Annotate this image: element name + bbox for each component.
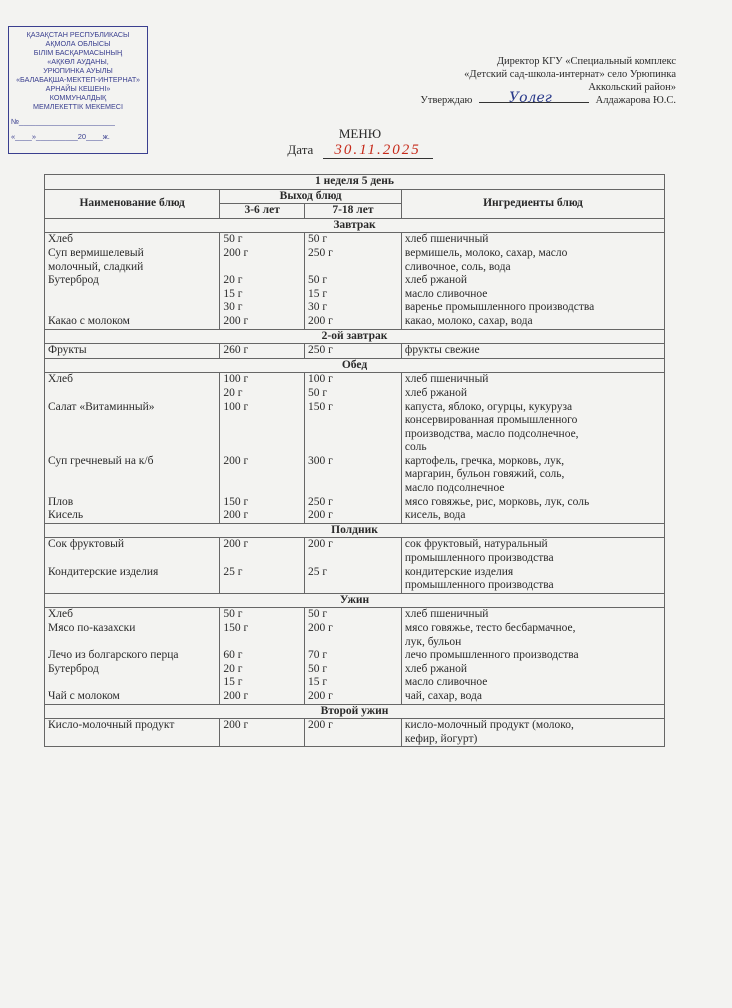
section-title: Ужин (45, 593, 665, 608)
cell-line: кисло-молочный продукт (молоко, (404, 719, 574, 732)
cell-line: 150 г (223, 622, 249, 634)
portion-3-6-cell (220, 233, 305, 247)
portion-7-18-cell (304, 649, 401, 663)
date-value: 30.11.2025 (323, 142, 433, 159)
stamp-line: МЕМЛЕКЕТТІК МЕКЕМЕСІ (33, 102, 123, 111)
cell-line: Плов (48, 495, 74, 508)
cell-line: 200 г (307, 509, 333, 522)
table-row (45, 663, 665, 690)
cell-line: маргарин, бульон говяжий, соль, (404, 468, 565, 481)
section-title: Обед (45, 358, 665, 373)
cell-line: 15 г (223, 287, 243, 300)
cell-line: 100 г (223, 400, 249, 413)
cell-line: 50 г (307, 274, 328, 287)
approval-line: «Детский сад-школа-интернат» село Урюпинка (464, 69, 676, 80)
cell-line: хлеб пшеничный (404, 608, 489, 621)
cell-line: Суп гречневый на к/б (48, 454, 154, 467)
week-label: 1 неделя 5 день (45, 175, 665, 190)
dish-name-cell (45, 401, 220, 455)
cell-line: 200 г (223, 509, 249, 522)
table-row (45, 509, 665, 523)
ingredients-cell (401, 719, 664, 747)
stamp-line: АҚМОЛА ОБЛЫСЫ (45, 39, 111, 48)
cell-line: Хлеб (48, 233, 73, 246)
cell-line: масло подсолнечное (404, 482, 505, 495)
ingredients-cell (401, 663, 664, 690)
portion-3-6-cell (220, 496, 305, 510)
approval-block (336, 55, 676, 107)
cell-line: Кисель (48, 509, 84, 522)
cell-line: 100 г (307, 373, 333, 386)
cell-line: чай, сахар, вода (404, 689, 482, 702)
ingredients-cell (401, 566, 664, 594)
portion-3-6-cell (220, 401, 305, 455)
cell-line: лечо промышленного производства (404, 649, 579, 662)
portion-3-6-cell (220, 315, 305, 329)
ingredients-cell (401, 649, 664, 663)
ingredients-cell (401, 274, 664, 315)
cell-line: хлеб пшеничный (404, 373, 489, 386)
cell-line: Лечо из болгарского перца (48, 649, 179, 662)
dish-name-cell (45, 649, 220, 663)
cell-line: 50 г (307, 386, 328, 399)
column-header-row (45, 189, 665, 204)
cell-line: 15 г (307, 287, 328, 300)
cell-line: 300 г (307, 454, 333, 467)
portion-3-6-cell (220, 608, 305, 622)
portion-7-18-cell (304, 509, 401, 523)
cell-line: кондитерские изделия (404, 565, 514, 578)
cell-line: промышленного производства (404, 579, 554, 592)
section-title: Завтрак (45, 218, 665, 233)
portion-3-6-cell (220, 649, 305, 663)
cell-line: хлеб ржаной (404, 662, 468, 675)
portion-7-18-cell (304, 690, 401, 704)
portion-3-6-cell (220, 247, 305, 274)
cell-line: 20 г (223, 662, 243, 675)
portion-7-18-cell (304, 247, 401, 274)
cell-line: 200 г (307, 689, 333, 702)
cell-line: 50 г (223, 608, 243, 621)
cell-line: 200 г (223, 246, 249, 259)
approve-label: Утверждаю (420, 95, 473, 106)
section-title: Второй ужин (45, 704, 665, 719)
ingredients-cell (401, 608, 664, 622)
stamp-line: КОММУНАЛДЫҚ (49, 93, 107, 102)
dish-name-cell (45, 608, 220, 622)
section-header-row (45, 593, 665, 608)
cell-line: Какао с молоком (48, 314, 130, 327)
cell-line: Фрукты (48, 344, 87, 357)
cell-line: производства, масло подсолнечное, (404, 427, 579, 440)
dish-name-cell (45, 622, 220, 649)
cell-line: мясо говяжье, рис, морковь, лук, соль (404, 495, 590, 508)
cell-line: Кисло-молочный продукт (48, 719, 175, 732)
portion-7-18-cell (304, 719, 401, 747)
table-row (45, 496, 665, 510)
ingredients-cell (401, 315, 664, 329)
cell-line: сливочное, соль, вода (404, 260, 511, 273)
table-row (45, 566, 665, 594)
cell-line: 200 г (307, 538, 333, 551)
cell-line: Суп вермишелевый (48, 246, 144, 259)
cell-line: 200 г (223, 314, 249, 327)
cell-line: 60 г (223, 649, 243, 662)
cell-line: хлеб пшеничный (404, 233, 489, 246)
cell-line: масло сливочное (404, 676, 488, 689)
cell-line: вермишель, молоко, сахар, масло (404, 246, 568, 259)
portion-7-18-cell (304, 233, 401, 247)
table-row (45, 401, 665, 455)
portion-7-18-cell (304, 663, 401, 690)
ingredients-cell (401, 622, 664, 649)
col-age1-header: 3-6 лет (220, 204, 305, 219)
portion-3-6-cell (220, 455, 305, 496)
cell-line: Кондитерские изделия (48, 565, 159, 578)
cell-line: 70 г (307, 649, 328, 662)
table-row (45, 315, 665, 329)
ingredients-cell (401, 455, 664, 496)
table-row (45, 233, 665, 247)
cell-line: фрукты свежие (404, 344, 480, 357)
cell-line: варенье промышленного производства (404, 301, 595, 314)
cell-line: 20 г (223, 386, 243, 399)
cell-line: Мясо по-казахски (48, 622, 136, 634)
cell-line: 50 г (223, 233, 243, 246)
signature: Уолег (508, 90, 552, 106)
cell-line: 25 г (307, 565, 328, 578)
cell-line: кефир, йогурт) (404, 732, 478, 745)
stamp-date-line: «____»__________20____ж. (11, 132, 110, 141)
cell-line: промышленного производства (404, 552, 554, 565)
col-output-header: Выход блюд (220, 189, 402, 204)
portion-3-6-cell (220, 274, 305, 315)
table-row (45, 622, 665, 649)
portion-3-6-cell (220, 719, 305, 747)
cell-line: 30 г (223, 301, 243, 314)
approval-sign-row (336, 90, 676, 107)
table-row (45, 247, 665, 274)
dish-name-cell (45, 719, 220, 747)
ingredients-cell (401, 247, 664, 274)
stamp-line: АРНАЙЫ КЕШЕНІ» (45, 84, 111, 93)
cell-line: хлеб ржаной (404, 274, 468, 287)
dish-name-cell (45, 247, 220, 274)
cell-line: 200 г (223, 689, 249, 702)
dish-name-cell (45, 690, 220, 704)
title-block (250, 126, 470, 159)
cell-line: 200 г (307, 314, 333, 327)
page-title: МЕНЮ (338, 126, 382, 141)
col-name-header: Наименование блюд (45, 189, 220, 218)
dish-name-cell (45, 373, 220, 401)
cell-line: 200 г (223, 719, 249, 732)
cell-line: 250 г (307, 344, 333, 357)
portion-3-6-cell (220, 344, 305, 359)
table-row (45, 719, 665, 747)
cell-line: капуста, яблоко, огурцы, кукуруза (404, 400, 573, 413)
cell-line: 200 г (223, 538, 249, 551)
dish-name-cell (45, 496, 220, 510)
cell-line: 25 г (223, 565, 243, 578)
cell-line: 250 г (307, 495, 333, 508)
ingredients-cell (401, 690, 664, 704)
date-row (250, 142, 470, 159)
signature-line (479, 90, 589, 106)
section-header-row (45, 358, 665, 373)
cell-line: Хлеб (48, 608, 73, 621)
table-row (45, 538, 665, 566)
date-label: Дата (287, 142, 314, 157)
portion-7-18-cell (304, 608, 401, 622)
cell-line: масло сливочное (404, 287, 488, 300)
section-title: 2-ой завтрак (45, 329, 665, 344)
cell-line: 15 г (223, 676, 243, 689)
portion-7-18-cell (304, 622, 401, 649)
portion-7-18-cell (304, 566, 401, 594)
portion-7-18-cell (304, 315, 401, 329)
approval-line: Аккольский район» (588, 82, 676, 93)
table-row (45, 649, 665, 663)
table-row (45, 344, 665, 359)
stamp-number-line: №_______________________ (11, 117, 115, 126)
section-header-row (45, 704, 665, 719)
section-title: Полдник (45, 523, 665, 538)
table-row (45, 274, 665, 315)
cell-line: 30 г (307, 301, 328, 314)
portion-7-18-cell (304, 373, 401, 401)
cell-line: Бутерброд (48, 662, 99, 675)
portion-7-18-cell (304, 538, 401, 566)
cell-line: сок фруктовый, натуральный (404, 538, 548, 551)
cell-line: кисель, вода (404, 509, 466, 522)
table-row (45, 455, 665, 496)
table-row (45, 690, 665, 704)
portion-7-18-cell (304, 344, 401, 359)
section-header-row (45, 329, 665, 344)
stamp-line: УРЮПИНКА АУЫЛЫ (43, 66, 113, 75)
stamp-line: «БАЛАБАҚША-МЕКТЕП-ИНТЕРНАТ» (16, 75, 140, 84)
cell-line: консервированная промышленного (404, 414, 578, 427)
ingredients-cell (401, 344, 664, 359)
table-row (45, 373, 665, 401)
cell-line: 150 г (223, 495, 249, 508)
cell-line: Чай с молоком (48, 689, 120, 702)
approval-line: Директор КГУ «Специальный комплекс (496, 56, 676, 67)
dish-name-cell (45, 455, 220, 496)
section-header-row (45, 218, 665, 233)
cell-line: 200 г (307, 622, 333, 634)
dish-name-cell (45, 566, 220, 594)
stamp-line: «АҚКӨЛ АУДАНЫ, (47, 57, 109, 66)
cell-line: 200 г (223, 454, 249, 467)
cell-line: Бутерброд (48, 274, 99, 287)
cell-line: соль (404, 441, 427, 454)
cell-line: 100 г (223, 373, 249, 386)
ingredients-cell (401, 496, 664, 510)
section-header-row (45, 523, 665, 538)
portion-7-18-cell (304, 496, 401, 510)
cell-line: 200 г (307, 719, 333, 732)
dish-name-cell (45, 315, 220, 329)
dish-name-cell (45, 274, 220, 315)
cell-line: Хлеб (48, 373, 73, 386)
col-ingredients-header: Ингредиенты блюд (401, 189, 664, 218)
col-age2-header: 7-18 лет (304, 204, 401, 219)
cell-line: 20 г (223, 274, 243, 287)
dish-name-cell (45, 344, 220, 359)
cell-line: лук, бульон (404, 635, 462, 648)
cell-line: 150 г (307, 400, 333, 413)
cell-line: 15 г (307, 676, 328, 689)
cell-line: 50 г (307, 608, 328, 621)
stamp-line: ҚАЗАҚСТАН РЕСПУБЛИКАСЫ (26, 30, 130, 39)
menu-table (44, 174, 665, 747)
portion-7-18-cell (304, 274, 401, 315)
dish-name-cell (45, 509, 220, 523)
cell-line: 250 г (307, 246, 333, 259)
cell-line: Сок фруктовый (48, 538, 125, 551)
cell-line: 260 г (223, 344, 249, 357)
ingredients-cell (401, 373, 664, 401)
dish-name-cell (45, 663, 220, 690)
director-name: Алдажарова Ю.С. (595, 95, 676, 106)
portion-3-6-cell (220, 373, 305, 401)
cell-line: молочный, сладкий (48, 260, 144, 273)
cell-line: хлеб ржаной (404, 386, 468, 399)
cell-line: 50 г (307, 662, 328, 675)
portion-3-6-cell (220, 622, 305, 649)
cell-line: какао, молоко, сахар, вода (404, 314, 533, 327)
ingredients-cell (401, 401, 664, 455)
table-row (45, 608, 665, 622)
ingredients-cell (401, 509, 664, 523)
cell-line: мясо говяжье, тесто бесбармачное, (404, 622, 576, 634)
official-stamp (8, 26, 148, 154)
portion-7-18-cell (304, 401, 401, 455)
portion-3-6-cell (220, 566, 305, 594)
cell-line: 50 г (307, 233, 328, 246)
portion-3-6-cell (220, 663, 305, 690)
portion-7-18-cell (304, 455, 401, 496)
week-header-row (45, 175, 665, 190)
ingredients-cell (401, 538, 664, 566)
portion-3-6-cell (220, 538, 305, 566)
cell-line: Салат «Витаминный» (48, 400, 155, 413)
stamp-line: БІЛІМ БАСҚАРМАСЫНЫҢ (33, 48, 123, 57)
dish-name-cell (45, 538, 220, 566)
cell-line: картофель, гречка, морковь, лук, (404, 454, 565, 467)
ingredients-cell (401, 233, 664, 247)
portion-3-6-cell (220, 509, 305, 523)
portion-3-6-cell (220, 690, 305, 704)
dish-name-cell (45, 233, 220, 247)
